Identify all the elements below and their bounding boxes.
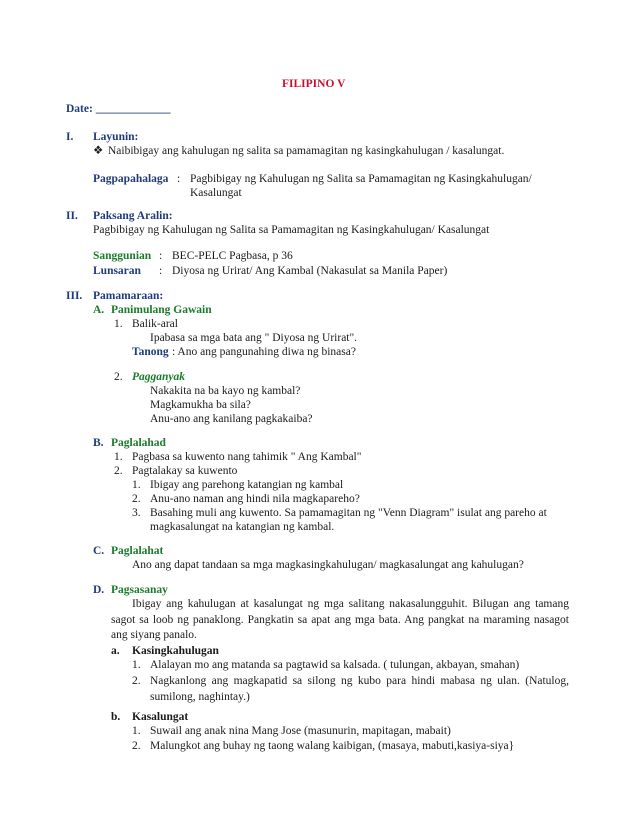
exercise-a-label: a. xyxy=(111,645,120,657)
diamond-bullet-icon: ❖ xyxy=(93,145,104,157)
date-field: Date: _____________ xyxy=(66,103,171,115)
motivation-question-2: Magkamukha ba sila? xyxy=(150,399,251,411)
b-sub-1-text: Ibigay ang parehong katangian ng kambal xyxy=(150,479,344,491)
exercise-instructions: Ibigay ang kahulugan at kasalungat ng mga salitang nakasalungguhit. Bilugan ang tamang sagot sa loob ng panaklong. Pangkatin sa apat ang mga bata. Ang pangkat na maraming nasagot ang siyang panalo. xyxy=(111,598,569,641)
b-item-1-text: Pagbasa sa kuwento nang tahimik " Ang Kambal" xyxy=(132,451,362,463)
materials-label: Lunsaran xyxy=(93,265,141,277)
a-item-2-number: 2. xyxy=(114,371,123,383)
a-item-1-number: 1. xyxy=(114,318,123,330)
motivation-question-1: Nakakita na ba kayo ng kambal? xyxy=(150,385,301,397)
section-1-title: Layunin: xyxy=(93,131,139,143)
b-sub-3-text-line-2: magkasalungat na katangian ng kambal. xyxy=(150,521,335,533)
motivation-question-3: Anu-ano ang kanilang pagkakaiba? xyxy=(150,413,313,425)
values-separator: : xyxy=(177,173,181,185)
b-item-1-number: 1. xyxy=(114,451,123,463)
a-item-2-title: Pagganyak xyxy=(132,371,186,383)
b-item-2-number: 2. xyxy=(114,465,123,477)
exercise-a-item-1-number: 1. xyxy=(132,659,141,671)
part-a-title: Panimulang Gawain xyxy=(111,304,212,316)
part-b-label: B. xyxy=(93,437,104,449)
part-b-title: Paglalahad xyxy=(111,437,166,449)
materials-separator: : xyxy=(159,265,163,277)
a-item-1-title: Balik-aral xyxy=(132,318,178,330)
generalization-text: Ano ang dapat tandaan sa mga magkasingkahulugan/ magkasalungat ang kahulugan? xyxy=(132,559,524,571)
section-3-number: III. xyxy=(66,290,83,302)
part-d-label: D. xyxy=(93,584,105,596)
part-d-title: Pagsasanay xyxy=(111,584,168,596)
exercise-a-item-2-text: Nagkanlong ang magkapatid sa silong ng kubo para hindi mabasa ng ulan. (Natulog, sumilong, naghintay.) xyxy=(150,675,569,703)
subject-matter-text: Pagbibigay ng Kahulugan ng Salita sa Pamamagitan ng Kasingkahulugan/ Kasalungat xyxy=(93,224,490,236)
part-c-title: Paglalahat xyxy=(111,545,164,557)
part-c-label: C. xyxy=(93,545,105,557)
b-sub-1-number: 1. xyxy=(132,479,141,491)
exercise-b-item-2-number: 2. xyxy=(132,740,141,752)
part-a-label: A. xyxy=(93,304,105,316)
tanong-label: Tanong xyxy=(132,346,169,358)
exercise-b-label: b. xyxy=(111,711,121,723)
tanong-text: : Ano ang pangunahing diwa ng binasa? xyxy=(172,346,356,358)
exercise-b-item-1-number: 1. xyxy=(132,725,141,737)
b-item-2-text: Pagtalakay sa kuwento xyxy=(132,465,238,477)
objective-text: Naibibigay ang kahulugan ng salita sa pamamagitan ng kasingkahulugan / kasalungat. xyxy=(108,145,505,157)
section-1-number: I. xyxy=(66,131,74,143)
exercise-a-item-2-number: 2. xyxy=(132,675,141,687)
reference-separator: : xyxy=(159,250,163,262)
values-text-line-2: Kasalungat xyxy=(190,187,242,199)
exercise-b-title: Kasalungat xyxy=(132,711,189,723)
a-item-1-text: Ipabasa sa mga bata ang " Diyosa ng Urirat". xyxy=(150,332,358,344)
document-title: FILIPINO V xyxy=(282,78,346,90)
exercise-a-item-1-text: Alalayan mo ang matanda sa pagtawid sa kalsada. ( tulungan, akbayan, smahan) xyxy=(150,659,520,671)
materials-value: Diyosa ng Urirat/ Ang Kambal (Nakasulat sa Manila Paper) xyxy=(172,265,448,277)
b-sub-2-number: 2. xyxy=(132,493,141,505)
exercise-b-item-1-text: Suwail ang anak nina Mang Jose (masunurin, mapitagan, mabait) xyxy=(150,725,451,737)
exercise-a-title: Kasingkahulugan xyxy=(132,645,219,657)
exercise-b-item-2-text: Malungkot ang buhay ng taong walang kaibigan, (masaya, mabuti,kasiya-siya} xyxy=(150,740,515,752)
section-2-number: II. xyxy=(66,210,78,222)
values-text-line-1: Pagbibigay ng Kahulugan ng Salita sa Pamamagitan ng Kasingkahulugan/ xyxy=(190,173,532,185)
section-3-title: Pamamaraan: xyxy=(93,290,164,302)
b-sub-3-number: 3. xyxy=(132,507,141,519)
reference-value: BEC-PELC Pagbasa, p 36 xyxy=(172,250,293,262)
b-sub-2-text: Anu-ano naman ang hindi nila magkapareho? xyxy=(150,493,360,505)
section-2-title: Paksang Aralin: xyxy=(93,210,173,222)
values-label: Pagpapahalaga xyxy=(93,173,169,185)
reference-label: Sanggunian xyxy=(93,250,152,262)
b-sub-3-text-line-1: Basahing muli ang kuwento. Sa pamamagitan ng "Venn Diagram" isulat ang pareho at xyxy=(150,507,547,519)
